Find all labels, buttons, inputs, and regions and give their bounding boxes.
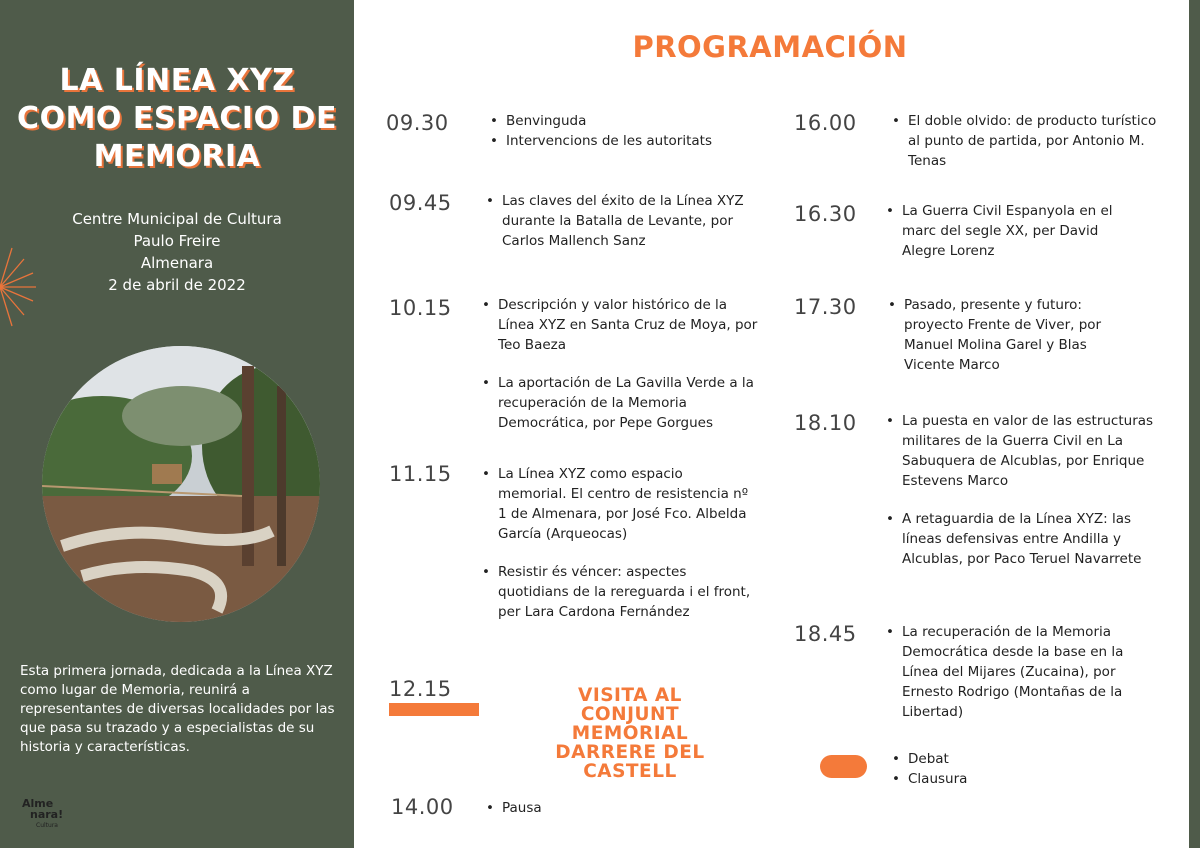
- list-item: • La recuperación de la Memoria Democrática desde la base en la Línea del Mijares (Zucaina), por Ernesto Rodrigo (Montañas de la Libertad): [886, 622, 1146, 722]
- list-item: • La puesta en valor de las estructuras militares de la Guerra Civil en La Sabuquera de Alcublas, por Enrique Estevens Marco: [886, 411, 1156, 491]
- list-item: • Descripción y valor histórico de la Línea XYZ en Santa Cruz de Moya, por Teo Baeza: [482, 295, 762, 355]
- time-1630: 16.30: [794, 202, 857, 226]
- event-description: Esta primera jornada, dedicada a la Línea XYZ como lugar de Memoria, reunirá a representantes de diversas localidades por las que pasa su trazado y a especialistas de su historia y características.: [20, 663, 335, 755]
- logo-text: Alme: [22, 797, 54, 810]
- time-1015: 10.15: [389, 296, 452, 320]
- trench-photo: [42, 346, 320, 622]
- venue-info: [0, 208, 354, 296]
- session-1845: [886, 622, 1146, 722]
- list-item: • La Guerra Civil Espanyola en el marc del segle XX, per David Alegre Lorenz: [886, 201, 1136, 261]
- list-item: • Benvinguda: [490, 111, 760, 131]
- time-1810: 18.10: [794, 411, 857, 435]
- session-1115: [482, 464, 752, 622]
- logo-text: nara!: [30, 808, 64, 821]
- session-1730: [888, 295, 1138, 375]
- list-item: • El doble olvido: de producto turístico al punto de partida, por Antonio M. Tenas: [892, 111, 1162, 171]
- orange-pill-marker: [820, 755, 867, 778]
- title-line: LA LÍNEA XYZ: [59, 63, 295, 98]
- time-0945: 09.45: [389, 191, 452, 215]
- time-1600: 16.00: [794, 111, 857, 135]
- list-item: • Las claves del éxito de la Línea XYZ durante la Batalla de Levante, por Carlos Mallench Sanz: [486, 191, 756, 251]
- event-date: 2 de abril de 2022: [108, 276, 246, 294]
- session-0945: [486, 191, 756, 251]
- list-item: • La Línea XYZ como espacio memorial. El centro de resistencia nº 1 de Almenara, por José Fco. Albelda García (Arqueocas): [482, 464, 752, 544]
- list-item: • La aportación de La Gavilla Verde a la recuperación de la Memoria Democrática, por Pepe Gorgues: [482, 373, 762, 433]
- time-1730: 17.30: [794, 295, 857, 319]
- list-item: • Debat: [892, 749, 1092, 769]
- poster-title: [0, 62, 354, 176]
- list-item: • Intervencions de les autoritats: [490, 131, 760, 151]
- time-0930: 09.30: [386, 111, 449, 135]
- title-line: MEMORIA: [93, 139, 261, 174]
- time-1400: 14.00: [391, 795, 454, 819]
- time-1215: 12.15: [389, 677, 452, 701]
- visit-announcement: VISITA AL CONJUNT MEMORIAL DARRERE DEL CASTELL: [555, 685, 705, 782]
- time-1115: 11.15: [389, 462, 452, 486]
- list-item: • Pausa: [486, 798, 686, 818]
- session-1600: [892, 111, 1162, 171]
- venue-line: Paulo Freire: [133, 232, 221, 250]
- title-line: COMO ESPACIO DE: [17, 101, 337, 136]
- session-0930: [490, 111, 760, 151]
- almenara-cultura-logo: [22, 798, 63, 831]
- list-item: • A retaguardia de la Línea XYZ: las líneas defensivas entre Andilla y Alcublas, por Paco Teruel Navarrete: [886, 509, 1156, 569]
- venue-line: Centre Municipal de Cultura: [72, 210, 282, 228]
- session-1400: [486, 798, 686, 818]
- session-closing: [892, 749, 1092, 789]
- list-item: • Pasado, presente y futuro: proyecto Frente de Viver, por Manuel Molina Garel y Blas Vicente Marco: [888, 295, 1138, 375]
- list-item: • Clausura: [892, 769, 1092, 789]
- programacion-heading: PROGRAMACIÓN: [632, 30, 908, 64]
- session-1015: [482, 295, 762, 433]
- logo-subtext: Cultura: [36, 822, 58, 829]
- session-1630: [886, 201, 1136, 261]
- list-item: • Resistir és véncer: aspectes quotidians de la rereguarda i el front, per Lara Cardona Fernández: [482, 562, 752, 622]
- time-1845: 18.45: [794, 622, 857, 646]
- venue-line: Almenara: [140, 254, 214, 272]
- orange-bar: [389, 703, 479, 716]
- right-edge-strip: [1189, 0, 1200, 848]
- session-1810: [886, 411, 1156, 569]
